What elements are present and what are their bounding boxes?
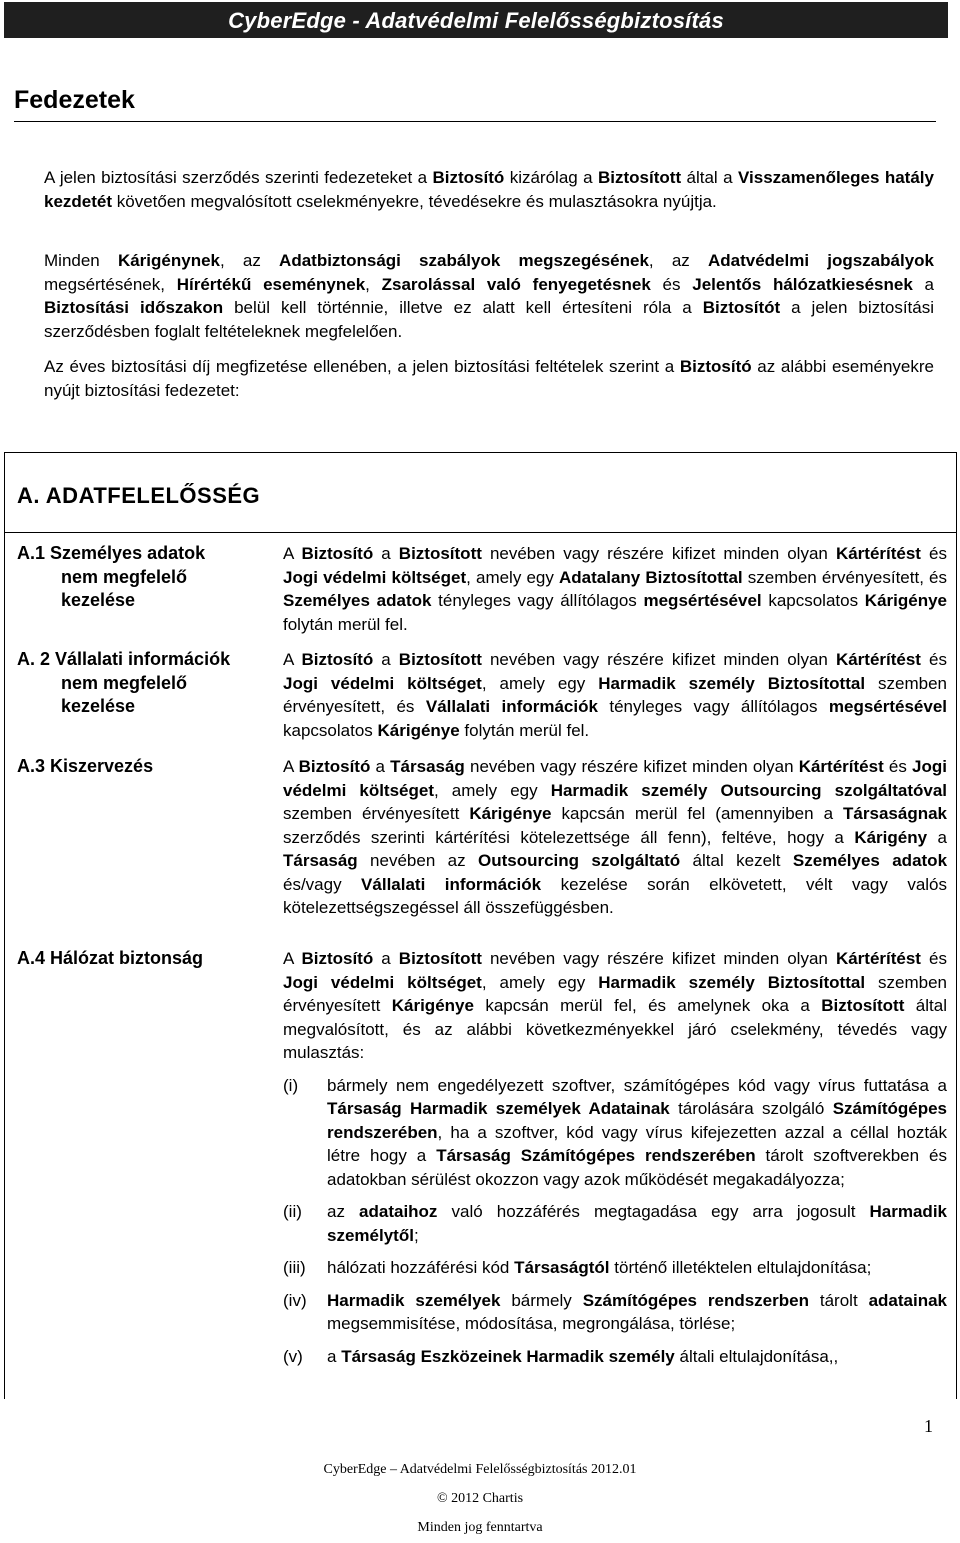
coverage-text: A Biztosító a Társaság nevében vagy részére kifizet minden olyan Kártérítést és Jogi védelmi költséget, amely egy Harmadik személy Outsourcing szolgáltatóval szemben érvényesített Kárigénye kapcsán merül fel (amennyiben a Társaságnak szerződés szerinti kártérítési kötelezettsége áll fenn), feltéve, hogy a Kárigény a Társaság nevében az Outsourcing szolgáltató által kezelt Személyes adatok és/vagy Vállalati információk kezelése során elkövetett, vélt vagy valós kötelezettségszegéssel áll összefüggésben. [283, 757, 948, 917]
intro-paragraph-1: A jelen biztosítási szerződés szerinti fedezeteket a Biztosító kizárólag a Biztosított által a Visszamenőleges hatály kezdetét követően megvalósított cselekményekre, tévedésekre és mulasztásokra nyújtja. [44, 168, 934, 211]
coverage-divider [5, 532, 956, 533]
coverage-title: A. ADATFELELŐSSÉG [17, 483, 261, 508]
list-item-text: az adataihoz való hozzáférés megtagadása egy arra jogosult Harmadik személytől; [327, 1202, 947, 1245]
footer-copyright: © 2012 Chartis [436, 1491, 524, 1506]
list-item-text: Harmadik személyek bármely Számítógépes rendszerben tárolt adatainak megsemmisítése, módosítása, megrongálása, törlése; [327, 1290, 947, 1333]
section-title: Fedezetek [14, 86, 936, 122]
coverage-label-code: A.3 Kiszervezés [17, 756, 154, 776]
coverage-label-rest: nem megfelelő kezelése [61, 566, 188, 610]
list-item [283, 1345, 947, 1369]
list-item [283, 1289, 947, 1336]
list-item-number: (iv) [283, 1290, 307, 1310]
list-item [283, 1256, 947, 1280]
intro-paragraph-3: Az éves biztosítási díj megfizetése ellenében, a jelen biztosítási feltételek szerint a Biztosító az alábbi eseményekre nyújt biztosítási fedezetet: [44, 357, 934, 400]
list-item-text: a Társaság Eszközeinek Harmadik személy általi eltulajdonítása,, [327, 1346, 839, 1366]
coverage-label-rest: nem megfelelő kezelése [61, 672, 188, 716]
coverage-label [17, 755, 257, 779]
list-item [283, 1200, 947, 1247]
coverage-text-intro: A Biztosító a Biztosított nevében vagy részére kifizet minden olyan Kártérítést és Jogi védelmi költséget, amely egy Harmadik személy Biztosítottal szemben érvényesített Kárigénye kapcsán merül fel, és amelynek oka a Biztosított által megvalósított, és az alábbi következményekkel járó cselekmény, tévedés vagy mulasztás: [283, 949, 948, 1062]
footer-title: CyberEdge – Adatvédelmi Felelősségbiztosítás 2012.01 [323, 1462, 637, 1477]
list-item-text: hálózati hozzáférési kód Társaságtól történő illetéktelen eltulajdonítása; [327, 1258, 872, 1277]
intro-paragraph-2: Minden Kárigénynek, az Adatbiztonsági szabályok megszegésének, az Adatvédelmi jogszabályok megsértésének, Hírértékű eseménynek, Zsarolással való fenyegetésnek és Jelentős hálózatkiesésnek a Biztosítási időszakon belül kell történnie, illetve ez alatt kell értesíteni róla a Biztosítót a jelen biztosítási szerződésben foglalt feltételeknek megfelelően. [44, 251, 935, 341]
coverage-label [17, 947, 257, 971]
list-item-number: (v) [283, 1346, 303, 1366]
list-item-text: bármely nem engedélyezett szoftver, számítógépes kód vagy vírus futtatása a Társaság Harmadik személyek Adatainak tárolására szolgáló Számítógépes rendszerében, ha a szoftver, kód vagy vírus kifejezetten azzal a céllal hozták létre hogy a Társaság Számítógépes rendszerében tárolt szoftverekben és adatokban sérülést okozzon vagy azok működését megakadályozza; [327, 1075, 947, 1189]
coverage-text: A Biztosító a Biztosított nevében vagy részére kifizet minden olyan Kártérítést és Jogi védelmi költséget, amely egy Adatalany Biztosítottal szemben érvényesített, és Személyes adatok tényleges vagy állítólagos megsértésével kapcsolatos Kárigénye folytán merül fel. [283, 544, 947, 634]
list-item-number: (iii) [283, 1258, 306, 1277]
coverage-label [17, 542, 257, 613]
footer-rights: Minden jog fenntartva [417, 1520, 543, 1535]
list-item-number: (i) [283, 1075, 299, 1095]
coverage-text: A Biztosító a Biztosított nevében vagy részére kifizet minden olyan Kártérítést és Jogi védelmi költséget, amely egy Harmadik személy Biztosítottal szemben érvényesített, és Vállalati információk tényleges vagy állítólagos megsértésével kapcsolatos Kárigénye folytán merül fel. [283, 650, 948, 740]
coverage-text [283, 947, 947, 1368]
coverage-label-code: A.4 Hálózat biztonság [17, 948, 204, 968]
coverage-label-code: A.1 Személyes adatok [17, 543, 206, 563]
list-item-number: (ii) [283, 1202, 302, 1221]
coverage-box [4, 452, 957, 1399]
document-banner: CyberEdge - Adatvédelmi Felelősségbiztosítás [4, 2, 948, 38]
page-number: 1 [924, 1416, 933, 1436]
list-item [283, 1074, 947, 1192]
coverage-label-code: A. 2 Vállalati információk [17, 649, 231, 669]
coverage-label [17, 648, 257, 719]
